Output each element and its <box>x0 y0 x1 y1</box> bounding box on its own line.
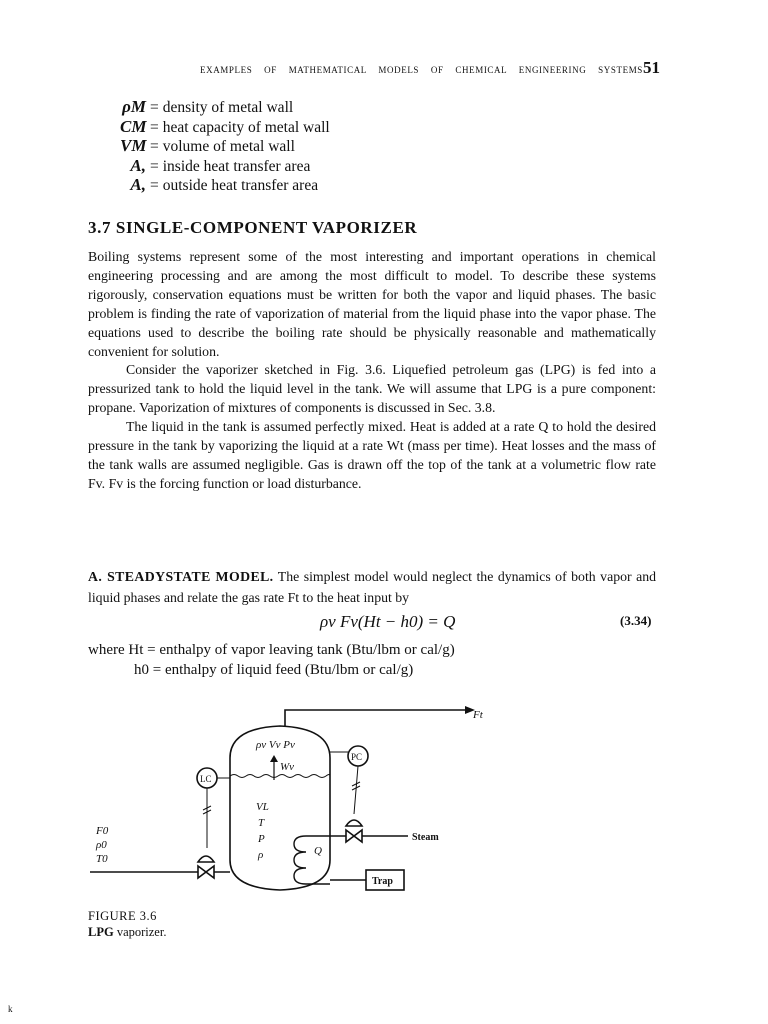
heat-input-label: Q <box>314 845 322 857</box>
section-heading <box>88 218 417 238</box>
caption-bold: LPG <box>88 925 114 939</box>
feed-temperature-label: T0 <box>96 853 108 865</box>
symbol-row: CM = heat capacity of metal wall <box>120 116 330 136</box>
vaporization-rate-label: Wv <box>280 761 295 773</box>
feed-flow-label: F0 <box>96 825 109 837</box>
liquid-level <box>230 775 330 778</box>
page-header <box>200 58 660 78</box>
symbol-definition: volume of metal wall <box>162 138 295 155</box>
symbol-row: VM = volume of metal wall <box>120 136 295 155</box>
steady-state-paragraph <box>88 566 656 608</box>
symbol-row: A, = outside heat transfer area <box>120 176 330 196</box>
liquid-prop-temperature: T <box>258 817 265 829</box>
symbol-list <box>120 98 330 196</box>
subsection-run-in-heading: A. STEADYSTATE MODEL. <box>88 569 274 584</box>
feed-valve-actuator <box>198 856 214 862</box>
where-definitions <box>88 640 455 680</box>
body-text <box>88 248 656 494</box>
vapor-properties-label: ρv Vv Pv <box>256 739 295 751</box>
figure-number: FIGURE 3.6 <box>88 909 157 923</box>
lpg-vaporizer-diagram <box>80 700 500 900</box>
liquid-prop-density: ρ <box>258 849 264 861</box>
symbol-definition: outside heat transfer area <box>162 177 319 194</box>
symbol-row: ρM = density of metal wall <box>120 98 330 118</box>
feed-density-label: ρ0 <box>96 839 107 851</box>
where-definition: Ht = enthalpy of vapor leaving tank (Btu/lbm or cal/g) <box>128 642 455 658</box>
figure-caption <box>88 908 166 940</box>
paragraph: Consider the vaporizer sketched in Fig. 3.6. Liquefied petroleum gas (LPG) is fed into a pressurized tank to hold the liquid level in the tank. We will assume that LPG is a pure component: propane. Vaporization of mixtures of components is discussed in Sec. 3.8. <box>88 362 656 416</box>
section-title-text: SINGLE-COMPONENT VAPORIZER <box>115 218 418 237</box>
symbol-definition: density of metal wall <box>162 99 294 116</box>
where-line <box>88 640 455 660</box>
equation-number: (3.34) <box>620 613 652 628</box>
paragraph: Boiling systems represent some of the most interesting and important operations in chemical engineering processing and are among the most difficult to model. To describe these systems rigorously, conservation equations must be written for both the vapor and liquid phases. The basic problem is finding the rate of vaporization of material from the liquid phase into the vapor phase. The equations used to describe the boiling rate should be physically reasonable and mathematically convenient for solution. <box>88 249 656 359</box>
pc-signal-line <box>354 766 358 814</box>
symbol: A, <box>130 155 146 175</box>
running-head: EXAMPLES OF MATHEMATICAL MODELS OF CHEMICAL ENGINEERING SYSTEMS <box>200 65 643 75</box>
caption-rest: vaporizer. <box>113 925 167 939</box>
pressure-controller-label: PC <box>351 752 363 762</box>
symbol: A, <box>130 175 146 194</box>
figure-description <box>88 924 166 940</box>
symbol-definition: inside heat transfer area <box>162 157 311 175</box>
steady-state-text: The simplest model would neglect the dynamics of both vapor and liquid phases and relate the gas rate Ft to the heat input by <box>88 569 656 605</box>
where-lead: where <box>88 642 125 658</box>
liquid-prop-volume: VL <box>256 801 269 813</box>
symbol: CM <box>120 116 147 136</box>
symbol-definition: heat capacity of metal wall <box>162 118 330 136</box>
where-definition: h0 = enthalpy of liquid feed (Btu/lbm or cal/g) <box>134 662 414 678</box>
vapor-outlet-label: Ft <box>473 709 483 721</box>
vapor-outlet-line <box>285 710 465 726</box>
trap-label: Trap <box>372 876 393 887</box>
paragraph: The liquid in the tank is assumed perfectly mixed. Heat is added at a rate Q to hold the desired pressure in the tank by vaporizing the liquid at a rate Wt (mass per time). Heat losses and the mass of the tank walls are assumed negligible. Gas is drawn off the top of the tank at a volumetric flow rate Fv. Fv is the forcing function or load disturbance. <box>88 419 656 491</box>
steam-valve-icon <box>346 830 362 842</box>
level-controller-label: LC <box>200 774 212 784</box>
liquid-prop-pressure: P <box>258 833 265 845</box>
section-number: 3.7 <box>88 218 112 237</box>
steam-label: Steam <box>412 832 439 843</box>
steam-valve-actuator <box>346 820 362 826</box>
symbol: ρM <box>122 97 146 116</box>
feed-valve-icon <box>198 866 214 878</box>
equation: ρv Fv(Ht − h0) = Q <box>320 612 456 631</box>
symbol-row: A, = inside heat transfer area <box>120 157 330 177</box>
page-number: 51 <box>643 58 660 77</box>
page-mark: k <box>8 1004 13 1014</box>
arrow-icon <box>270 755 278 762</box>
symbol: VM <box>120 136 147 155</box>
